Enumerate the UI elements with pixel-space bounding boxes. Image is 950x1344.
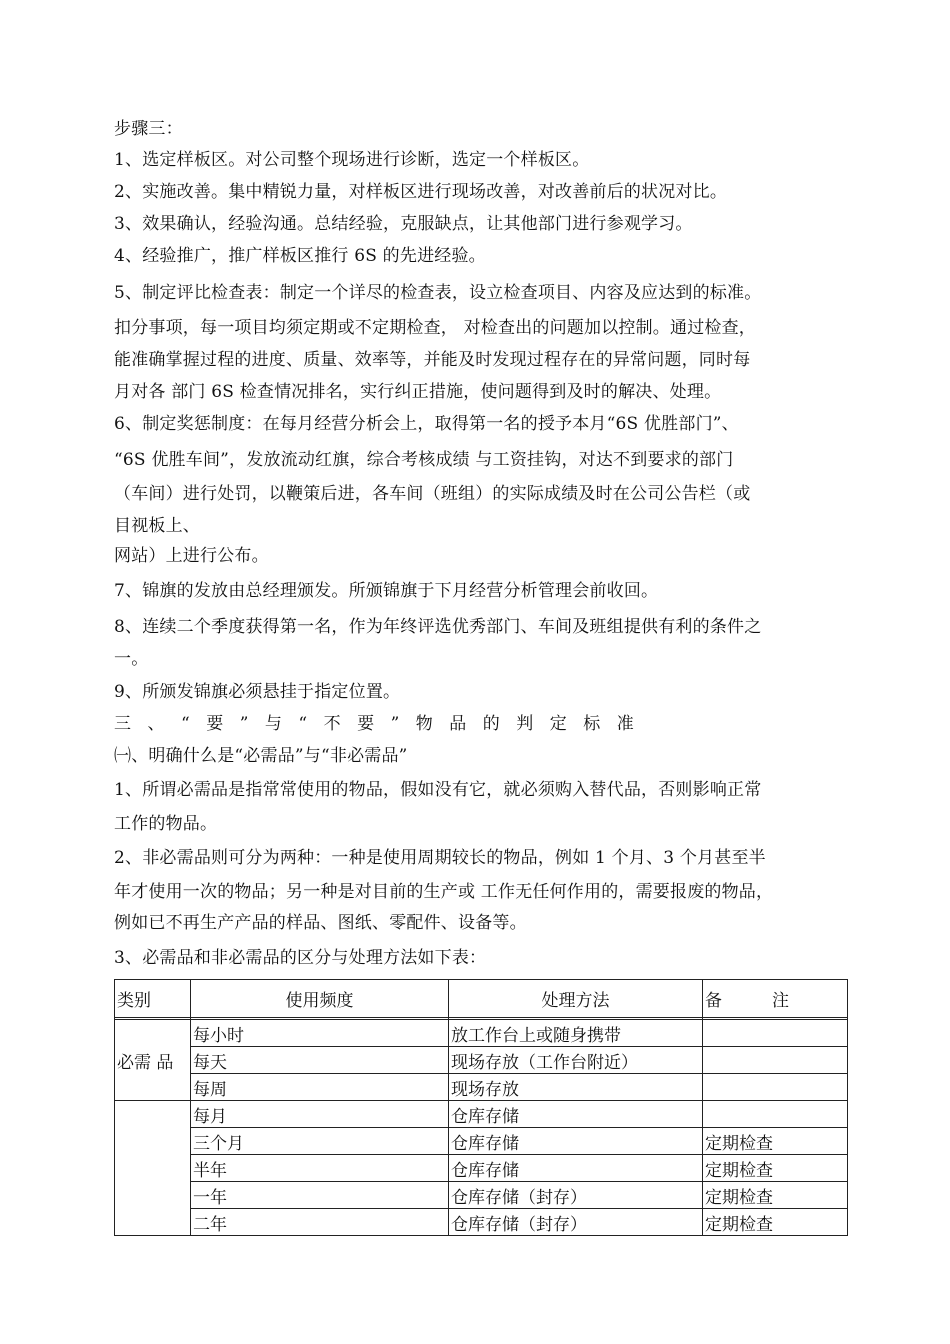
cell-remark [703, 1047, 848, 1074]
cell-method: 仓库存储 [449, 1155, 703, 1182]
table-header-row [115, 980, 848, 1018]
cell-frequency: 每天 [191, 1047, 449, 1074]
step-6-line-2: “6S 优胜车间”，发放流动红旗，综合考核成绩 与工资挂钩，对达不到要求的部门 [114, 450, 734, 470]
header-category: 类别 [115, 980, 191, 1018]
step-5-line-3: 能准确掌握过程的进度、质量、效率等，并能及时发现过程存在的异常问题，同时每 [114, 350, 751, 370]
step-5-line-4: 月对各 部门 6S 检查情况排名，实行纠正措施，使问题得到及时的解决、处理。 [114, 382, 722, 402]
step-9: 9、所颁发锦旗必须悬挂于指定位置。 [114, 682, 401, 702]
cell-method: 仓库存储 [449, 1128, 703, 1155]
section-title: 三、“要”与“不要”物品的判定标准 [114, 714, 651, 734]
cell-remark: 定期检查 [703, 1209, 848, 1236]
step-3: 3、效果确认，经验沟通。总结经验，克服缺点，让其他部门进行参观学习。 [114, 214, 693, 234]
step-5-line-1: 5、制定评比检查表：制定一个详尽的检查表，设立检查项目、内容及应达到的标准。 [114, 283, 762, 303]
cell-frequency: 一年 [191, 1182, 449, 1209]
cell-method: 仓库存储 [449, 1101, 703, 1128]
cell-frequency: 每小时 [191, 1020, 449, 1047]
step-6-line-5: 网站）上进行公布。 [114, 546, 269, 566]
cell-method: 放工作台上或随身携带 [449, 1020, 703, 1047]
cell-frequency: 每周 [191, 1074, 449, 1101]
cell-remark [703, 1101, 848, 1128]
table-row [115, 1074, 848, 1101]
cell-remark: 定期检查 [703, 1128, 848, 1155]
cell-remark: 定期检查 [703, 1155, 848, 1182]
definition-2-line-3: 例如已不再生产产品的样品、图纸、零配件、设备等。 [114, 913, 527, 933]
cell-frequency: 每月 [191, 1101, 449, 1128]
definition-3: 3、必需品和非必需品的区分与处理方法如下表： [114, 948, 487, 968]
cell-remark: 定期检查 [703, 1182, 848, 1209]
category-necessary: 必需 品 [115, 1020, 191, 1101]
step-6-line-4: 目视板上、 [114, 516, 200, 536]
header-method: 处理方法 [449, 980, 703, 1018]
definition-2-line-1: 2、非必需品则可分为两种：一种是使用周期较长的物品，例如 1 个月、3 个月甚至半 [114, 848, 766, 868]
table-row [115, 1020, 848, 1047]
table-row [115, 1047, 848, 1074]
step-6-line-3: （车间）进行处罚，以鞭策后进，各车间（班组）的实际成绩及时在公司公告栏（或 [114, 484, 751, 504]
classification-table [114, 979, 848, 1236]
step-1: 1、选定样板区。对公司整个现场进行诊断，选定一个样板区。 [114, 150, 590, 170]
step-heading: 步骤三： [114, 119, 183, 139]
subsection-title: ㈠、明确什么是“必需品”与“非必需品” [114, 746, 408, 766]
cell-remark [703, 1020, 848, 1047]
step-5-line-2: 扣分事项，每一项目均须定期或不定期检查， 对检查出的问题加以控制。通过检查， [114, 318, 757, 338]
cell-frequency: 三个月 [191, 1128, 449, 1155]
step-4: 4、经验推广，推广样板区推行 6S 的先进经验。 [114, 246, 486, 266]
cell-remark [703, 1074, 848, 1101]
table-row [115, 1128, 848, 1155]
step-8-line-1: 8、连续二个季度获得第一名，作为年终评选优秀部门、车间及班组提供有利的条件之 [114, 617, 762, 637]
cell-method: 仓库存储（封存） [449, 1209, 703, 1236]
step-8-line-2: 一。 [114, 649, 149, 669]
cell-frequency: 半年 [191, 1155, 449, 1182]
step-2: 2、实施改善。集中精锐力量，对样板区进行现场改善，对改善前后的状况对比。 [114, 182, 728, 202]
category-unnecessary [115, 1101, 191, 1236]
cell-method: 仓库存储（封存） [449, 1182, 703, 1209]
cell-frequency: 二年 [191, 1209, 449, 1236]
table-row [115, 1101, 848, 1128]
table-row [115, 1209, 848, 1236]
definition-2-line-2: 年才使用一次的物品；另一种是对目前的生产或 工作无任何作用的，需要报废的物品， [114, 882, 774, 902]
definition-1-line-1: 1、所谓必需品是指常常使用的物品，假如没有它，就必须购入替代品，否则影响正常 [114, 780, 762, 800]
step-7: 7、锦旗的发放由总经理颁发。所颁锦旗于下月经营分析管理会前收回。 [114, 581, 659, 601]
cell-method: 现场存放 [449, 1074, 703, 1101]
step-6-line-1: 6、制定奖惩制度：在每月经营分析会上，取得第一名的授予本月“6S 优胜部门”、 [114, 414, 739, 434]
header-remark: 备注 [703, 980, 848, 1018]
table-row [115, 1182, 848, 1209]
table-row [115, 1155, 848, 1182]
cell-method: 现场存放（工作台附近） [449, 1047, 703, 1074]
header-frequency: 使用频度 [191, 980, 449, 1018]
definition-1-line-2: 工作的物品。 [114, 814, 218, 834]
